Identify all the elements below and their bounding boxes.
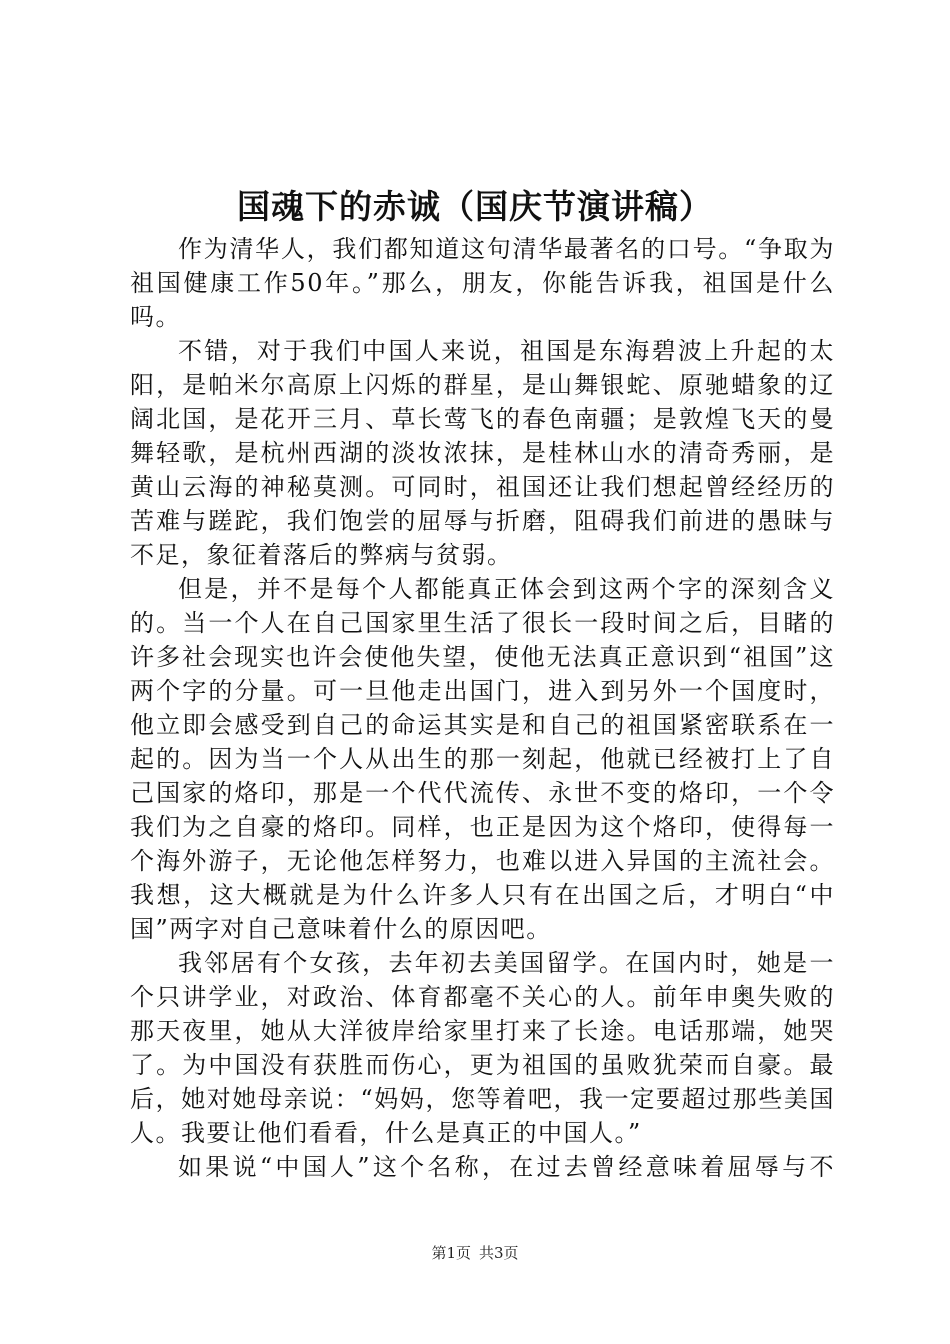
page-total: 共3页 (479, 1244, 519, 1262)
paragraph: 我邻居有个女孩，去年初去美国留学。在国内时，她是一个只讲学业，对政治、体育都毫不关心的人。前年申奥失败的那天夜里，她从大洋彼岸给家里打来了长途。电话那端，她哭了。为中国没有获胜而伤心，更为祖国的虽败犹荣而自豪。最后，她对她母亲说：“妈妈，您等着吧，我一定要超过那些美国人。我要让他们看看，什么是真正的中国人。” (130, 949, 835, 1147)
paragraph: 作为清华人，我们都知道这句清华最著名的口号。“争取为祖国健康工作50年。”那么，朋友，你能告诉我，祖国是什么吗。 (130, 235, 835, 331)
paragraph: 如果说“中国人”这个名称，在过去曾经意味着屈辱与不 (178, 1153, 835, 1181)
document-title: 国魂下的赤诚（国庆节演讲稿） (237, 187, 713, 226)
document-body (130, 232, 835, 1184)
paragraph: 不错，对于我们中国人来说，祖国是东海碧波上升起的太阳，是帕米尔高原上闪烁的群星，是山舞银蛇、原驰蜡象的辽阔北国，是花开三月、草长莺飞的春色南疆；是敦煌飞天的曼舞轻歌，是杭州西湖的淡妆浓抹，是桂林山水的清奇秀丽，是黄山云海的神秘莫测。可同时，祖国还让我们想起曾经经历的苦难与蹉跎，我们饱尝的屈辱与折磨，阻碍我们前进的愚昧与不足，象征着落后的弊病与贫弱。 (130, 337, 835, 569)
page-footer (0, 1243, 950, 1263)
page-number: 第1页 (431, 1244, 471, 1262)
paragraph: 但是，并不是每个人都能真正体会到这两个字的深刻含义的。当一个人在自己国家里生活了很长一段时间之后，目睹的许多社会现实也许会使他失望，使他无法真正意识到“祖国”这两个字的分量。可一旦他走出国门，进入到另外一个国度时，他立即会感受到自己的命运其实是和自己的祖国紧密联系在一起的。因为当一个人从出生的那一刻起，他就已经被打上了自己国家的烙印，那是一个代代流传、永世不变的烙印，一个令我们为之自豪的烙印。同样，也正是因为这个烙印，使得每一个海外游子，无论他怎样努力，也难以进入异国的主流社会。我想，这大概就是为什么许多人只有在出国之后，才明白“中国”两字对自己意味着什么的原因吧。 (130, 575, 835, 943)
